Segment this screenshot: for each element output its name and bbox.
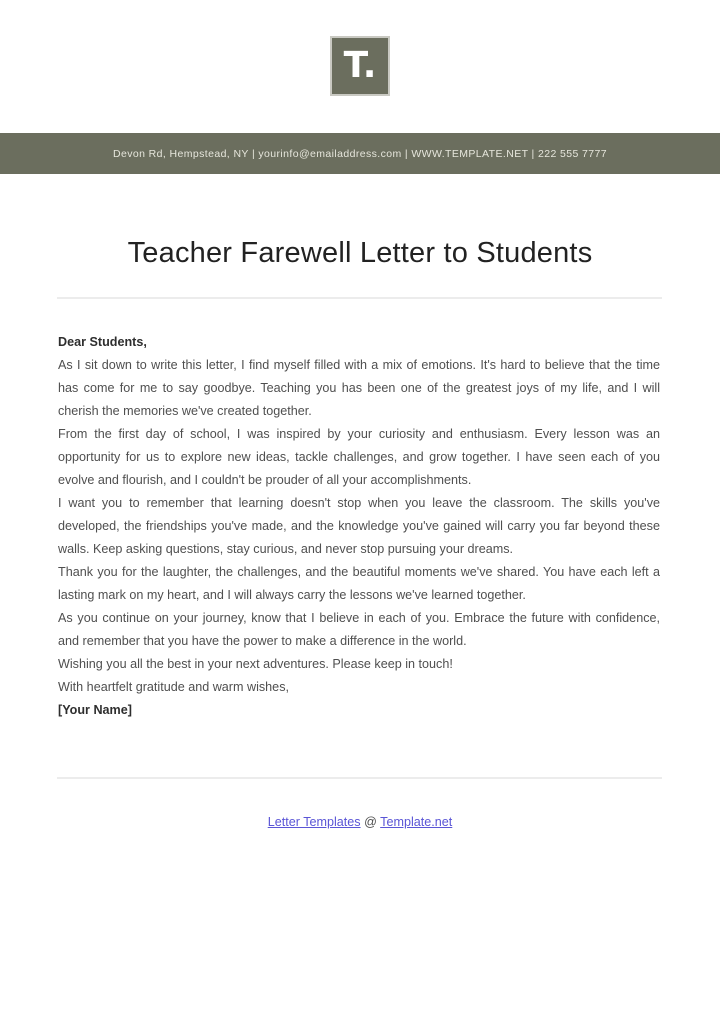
paragraph: As I sit down to write this letter, I find myself filled with a mix of emotions. It's hard to believe that the time has come for me to say goodbye. Teaching you has been one of the greatest joys of my life, and I will cherish the memories we've created together. bbox=[58, 358, 660, 418]
contact-info: Devon Rd, Hempstead, NY | yourinfo@emailaddress.com | WWW.TEMPLATE.NET | 222 555 7777 bbox=[112, 147, 608, 160]
logo-letter: T. bbox=[333, 39, 387, 93]
footer bbox=[0, 812, 720, 832]
paragraph: Wishing you all the best in your next adventures. Please keep in touch! bbox=[58, 657, 453, 671]
document-title: Teacher Farewell Letter to Students bbox=[127, 237, 593, 269]
bottom-divider bbox=[57, 777, 662, 779]
letter-body bbox=[58, 331, 660, 722]
brand-logo bbox=[330, 36, 390, 96]
salutation: Dear Students, bbox=[58, 335, 147, 349]
top-divider bbox=[57, 297, 662, 299]
signature: [Your Name] bbox=[58, 703, 132, 717]
footer-separator: @ bbox=[360, 815, 381, 829]
contact-bar bbox=[0, 133, 720, 174]
paragraph: Thank you for the laughter, the challenges, and the beautiful moments we've shared. You have each left a lasting mark on my heart, and I will always carry the lessons we've learned together. bbox=[58, 565, 660, 602]
paragraph: As you continue on your journey, know that I believe in each of you. Embrace the future with confidence, and remember that you have the power to make a difference in the world. bbox=[58, 611, 660, 648]
closing-line: With heartfelt gratitude and warm wishes, bbox=[58, 680, 289, 694]
template-net-link[interactable]: Template.net bbox=[380, 815, 453, 829]
paragraph: From the first day of school, I was inspired by your curiosity and enthusiasm. Every lesson was an opportunity for us to explore new ideas, tackle challenges, and grow together. I have seen each of you evolve and flourish, and I couldn't be prouder of all your accomplishments. bbox=[58, 427, 660, 487]
paragraph: I want you to remember that learning doesn't stop when you leave the classroom. The skills you've developed, the friendships you've made, and the knowledge you've gained will carry you far beyond these walls. Keep asking questions, stay curious, and never stop pursuing your dreams. bbox=[58, 496, 660, 556]
letter-templates-link[interactable]: Letter Templates bbox=[267, 815, 361, 829]
